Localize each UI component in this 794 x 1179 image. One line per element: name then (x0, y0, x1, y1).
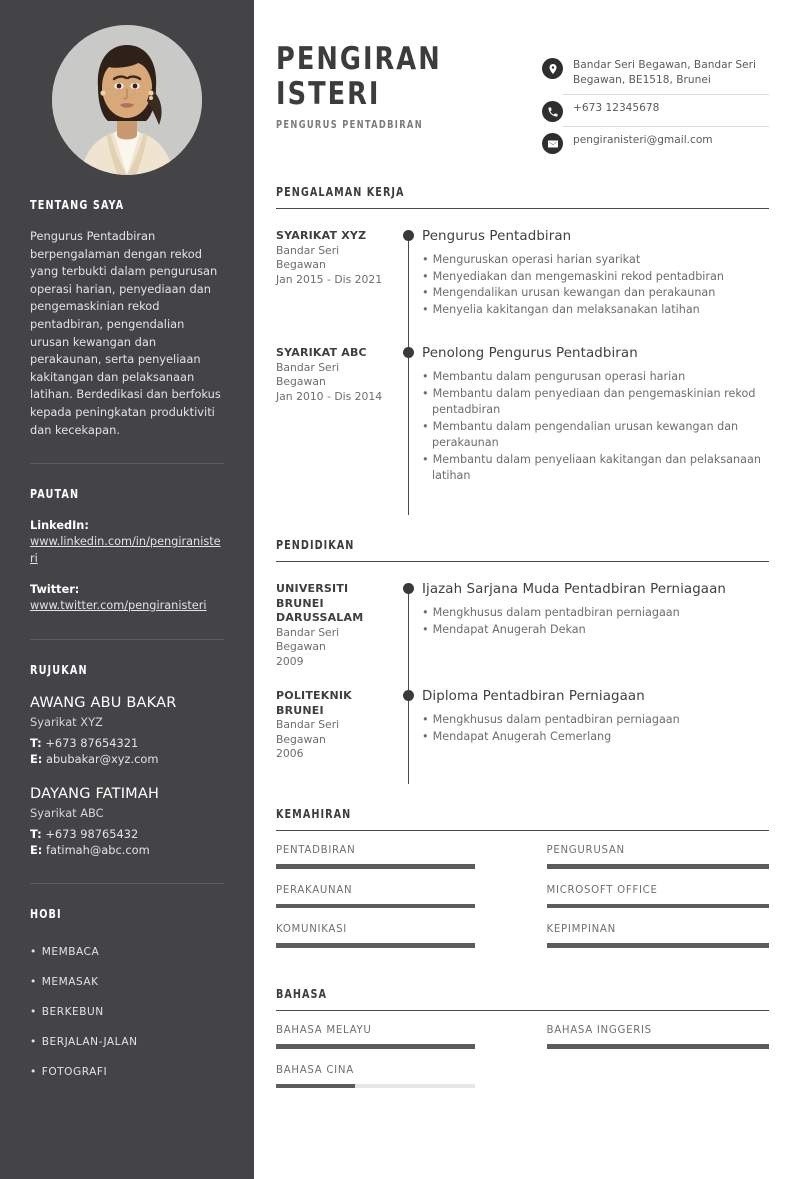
link-item-linkedin (30, 517, 224, 567)
avatar (52, 25, 202, 175)
skill-bar-track (547, 943, 770, 948)
experience-bullets (422, 246, 769, 318)
sidebar (0, 0, 254, 1179)
bullet-item (422, 369, 769, 386)
skill-bar-track (276, 904, 475, 909)
education-timeline (276, 562, 769, 784)
experience-dates: Jan 2015 - Dis 2021 (276, 272, 383, 286)
languages-heading: BAHASA (276, 985, 328, 1001)
bullet-item (422, 605, 769, 622)
experience-dates: Jan 2010 - Dis 2014 (276, 389, 383, 403)
language-item (276, 1065, 523, 1105)
skill-label: MICROSOFT OFFICE (546, 884, 658, 896)
timeline-axis (398, 669, 420, 762)
experience-company: SYARIKAT ABC (276, 346, 367, 360)
bullet-text: Membantu dalam penyediaan dan pengemaskinian rekod pentadbiran (432, 386, 756, 417)
bullet-text: Menyediakan dan mengemaskini rekod pentadbiran (432, 269, 724, 283)
bullet-text: Mengkhusus dalam pentadbiran perniagaan (432, 606, 680, 620)
link-label: LinkedIn: (30, 519, 89, 533)
bullet-icon: • (422, 253, 429, 267)
reference-phone-label: T: (30, 826, 42, 841)
bullet-icon: • (422, 269, 429, 283)
bullet-icon: • (30, 1035, 37, 1048)
timeline-line (408, 762, 409, 784)
education-bullets (422, 706, 769, 745)
timeline-tail (276, 762, 769, 784)
contact-row-phone (542, 99, 769, 131)
bullet-item (422, 419, 769, 452)
language-bar-track (276, 1084, 475, 1089)
language-bar-track (547, 1044, 770, 1049)
skill-label: KOMUNIKASI (276, 924, 347, 936)
experience-role: Penolong Pengurus Pentadbiran (422, 346, 638, 362)
education-institution: POLITEKNIK BRUNEI (276, 689, 352, 717)
bullet-text: Mengkhusus dalam pentadbiran perniagaan (432, 713, 680, 727)
reference-name: DAYANG FATIMAH (30, 785, 160, 802)
timeline-line (408, 669, 409, 762)
bullet-icon: • (422, 606, 429, 620)
reference-item (30, 784, 224, 859)
hobby-item (30, 997, 224, 1027)
skills-heading: KEMAHIRAN (276, 805, 352, 821)
language-bar-track (276, 1044, 475, 1049)
education-item (276, 562, 769, 669)
timeline-line (408, 588, 409, 669)
bullet-icon: • (30, 1005, 37, 1018)
hobby-label: MEMBACA (41, 945, 100, 958)
experience-meta (276, 326, 398, 493)
bullet-icon: • (422, 386, 429, 400)
language-item (276, 1025, 523, 1065)
timeline-dot (403, 230, 414, 241)
experience-item (276, 209, 769, 326)
education-item (276, 669, 769, 762)
bullet-icon: • (422, 370, 429, 384)
hobby-item (30, 937, 224, 967)
bullet-text: Mendapat Anugerah Cemerlang (432, 729, 612, 743)
reference-phone-label: T: (30, 735, 42, 750)
contact-row-email (542, 131, 769, 162)
links-section (30, 464, 224, 615)
education-heading: PENDIDIKAN (276, 536, 355, 552)
sidebar-content (0, 175, 254, 1087)
skill-bar-fill (276, 864, 475, 869)
experience-timeline (276, 209, 769, 515)
contact-phone: +673 12345678 (563, 99, 769, 127)
experience-bullets (422, 363, 769, 485)
reference-email-value: fatimah@abc.com (45, 843, 150, 858)
skill-bar-fill (547, 943, 770, 948)
bullet-item (422, 269, 769, 286)
reference-email-label: E: (30, 843, 43, 858)
bullet-icon: • (30, 1065, 37, 1078)
about-heading: TENTANG SAYA (30, 197, 125, 212)
education-location: Bandar Seri Begawan (276, 625, 340, 654)
skill-bar-fill (276, 943, 475, 948)
reference-phone (30, 735, 224, 752)
bullet-text: Membantu dalam penyeliaan kakitangan dan pelaksanaan latihan (432, 452, 761, 483)
link-item-twitter (30, 581, 224, 615)
skill-bar-fill (547, 864, 770, 869)
bullet-text: Menguruskan operasi harian syarikat (432, 253, 641, 267)
experience-company: SYARIKAT XYZ (276, 229, 367, 243)
job-title: PENGURUS PENTADBIRAN (276, 119, 423, 131)
avatar-illustration (52, 25, 202, 175)
experience-location: Bandar Seri Begawan (276, 243, 340, 272)
bullet-icon: • (422, 419, 429, 433)
language-bar-fill (276, 1044, 475, 1049)
contact-location: Bandar Seri Begawan, Bandar Seri Begawan, BE1518, Brunei (563, 56, 769, 95)
resume-header (276, 0, 769, 162)
timeline-line (408, 493, 409, 515)
hobby-item (30, 967, 224, 997)
skill-bar-track (276, 864, 475, 869)
timeline-axis (398, 326, 420, 493)
hobby-label: BERKEBUN (41, 1005, 104, 1018)
bullet-icon: • (422, 622, 429, 636)
experience-meta (276, 209, 398, 326)
reference-phone-value: +673 98765432 (45, 826, 139, 841)
about-section (30, 175, 224, 439)
contact-row-location (542, 56, 769, 99)
bullet-icon: • (30, 945, 37, 958)
bullet-text: Membantu dalam pengurusan operasi harian (432, 370, 686, 384)
profile-photo-container (0, 0, 254, 175)
last-name: ISTERI (276, 76, 381, 112)
bullet-text: Mendapat Anugerah Dekan (432, 622, 586, 636)
experience-section (276, 162, 769, 515)
skills-grid (276, 831, 769, 964)
timeline-axis (398, 562, 420, 669)
education-detail (420, 669, 769, 762)
education-institution: UNIVERSITI BRUNEI DARUSSALAM (276, 582, 364, 625)
education-detail (420, 562, 769, 669)
language-label: BAHASA CINA (276, 1064, 354, 1076)
reference-email-label: E: (30, 752, 43, 767)
link-url-twitter[interactable]: www.twitter.com/pengiranisteri (30, 599, 207, 613)
bullet-text: Mengendalikan urusan kewangan dan perakaunan (432, 286, 716, 300)
reference-phone (30, 826, 224, 843)
hobby-item (30, 1027, 224, 1057)
hobby-label: BERJALAN-JALAN (41, 1035, 138, 1048)
hobby-label: FOTOGRAFI (41, 1065, 108, 1078)
language-bar-fill (547, 1044, 770, 1049)
reference-email (30, 842, 224, 859)
reference-phone-value: +673 87654321 (45, 735, 139, 750)
skill-item (523, 845, 770, 885)
skill-item (276, 924, 523, 964)
first-name: PENGIRAN (276, 41, 442, 77)
experience-item (276, 326, 769, 493)
education-bullets (422, 599, 769, 638)
skill-bar-track (547, 864, 770, 869)
hobbies-section (30, 884, 224, 1087)
skill-bar-fill (276, 904, 475, 909)
reference-name: AWANG ABU BAKAR (30, 694, 177, 711)
education-section (276, 515, 769, 784)
languages-section (276, 964, 769, 1104)
skill-label: PENGURUSAN (546, 845, 625, 857)
hobby-label: MEMASAK (41, 975, 99, 988)
reference-company: Syarikat ABC (30, 805, 104, 820)
experience-detail (420, 209, 769, 326)
experience-detail (420, 326, 769, 493)
skill-label: PERAKAUNAN (276, 884, 353, 896)
bullet-icon: • (422, 729, 429, 743)
timeline-dot (403, 690, 414, 701)
reference-company: Syarikat XYZ (30, 714, 103, 729)
location-pin-icon (542, 58, 563, 79)
timeline-dot (403, 347, 414, 358)
education-location: Bandar Seri Begawan (276, 718, 340, 746)
phone-icon (542, 101, 563, 122)
link-url-linkedin[interactable]: www.linkedin.com/in/pengiranisteri (30, 535, 221, 565)
bullet-item (422, 252, 769, 269)
bullet-icon: • (422, 302, 429, 316)
bullet-text: Menyelia kakitangan dan melaksanakan latihan (432, 302, 700, 316)
skill-item (523, 924, 770, 964)
bullet-item (422, 712, 769, 729)
bullet-icon: • (422, 452, 429, 466)
about-text: Pengurus Pentadbiran berpengalaman dengan rekod yang terbukti dalam pengurusan operasi harian, penyediaan dan pengemaskinian rekod pentadbiran, pengendalian urusan kewangan dan perakaunan, serta penyeliaan kakitangan dan pelaksanaan latihan. Berdedikasi dan berfokus kepada peningkatan produktiviti dan kecekapan. (30, 229, 221, 437)
references-heading: RUJUKAN (30, 661, 88, 677)
hobbies-heading: HOBI (30, 905, 62, 921)
timeline-tail (276, 493, 769, 515)
timeline-line (408, 235, 409, 326)
language-label: BAHASA MELAYU (276, 1025, 372, 1037)
bullet-item (422, 386, 769, 419)
reference-item (30, 693, 224, 768)
skill-bar-track (547, 904, 770, 909)
reference-email-value: abubakar@xyz.com (45, 752, 159, 767)
language-bar-fill (276, 1084, 355, 1089)
languages-grid (276, 1011, 769, 1104)
timeline-axis (398, 209, 420, 326)
education-meta (276, 669, 398, 762)
contact-email: pengiranisteri@gmail.com (573, 134, 713, 146)
education-degree: Ijazah Sarjana Muda Pentadbiran Perniagaan (422, 582, 727, 598)
bullet-text: Membantu dalam pengendalian urusan kewangan dan perakaunan (432, 419, 739, 450)
skill-label: KEPIMPINAN (546, 924, 616, 936)
bullet-item (422, 622, 769, 639)
bullet-item (422, 285, 769, 302)
skill-bar-fill (547, 904, 770, 909)
language-label: BAHASA INGGERIS (546, 1025, 652, 1037)
bullet-item (422, 302, 769, 319)
education-dates: 2009 (276, 654, 304, 668)
bullet-icon: • (422, 286, 429, 300)
skills-section (276, 784, 769, 964)
skill-item (276, 845, 523, 885)
experience-heading: PENGALAMAN KERJA (276, 184, 405, 199)
bullet-icon: • (30, 975, 37, 988)
bullet-item (422, 452, 769, 485)
main-content (254, 0, 794, 1179)
bullet-item (422, 729, 769, 746)
education-meta (276, 562, 398, 669)
experience-role: Pengurus Pentadbiran (422, 229, 572, 245)
timeline-dot (403, 583, 414, 594)
bullet-icon: • (422, 713, 429, 727)
envelope-icon (542, 133, 563, 154)
experience-location: Bandar Seri Begawan (276, 360, 340, 389)
skill-item (523, 885, 770, 925)
name-block (276, 42, 534, 131)
contact-block (534, 42, 769, 162)
skill-item (276, 885, 523, 925)
skill-label: PENTADBIRAN (276, 845, 356, 857)
education-degree: Diploma Pentadbiran Perniagaan (422, 689, 645, 705)
reference-email (30, 751, 224, 768)
link-label: Twitter: (30, 583, 80, 597)
hobby-item (30, 1057, 224, 1087)
references-section (30, 640, 224, 859)
language-item (523, 1025, 770, 1065)
links-heading: PAUTAN (30, 486, 80, 502)
skill-bar-track (276, 943, 475, 948)
education-dates: 2006 (276, 747, 304, 761)
